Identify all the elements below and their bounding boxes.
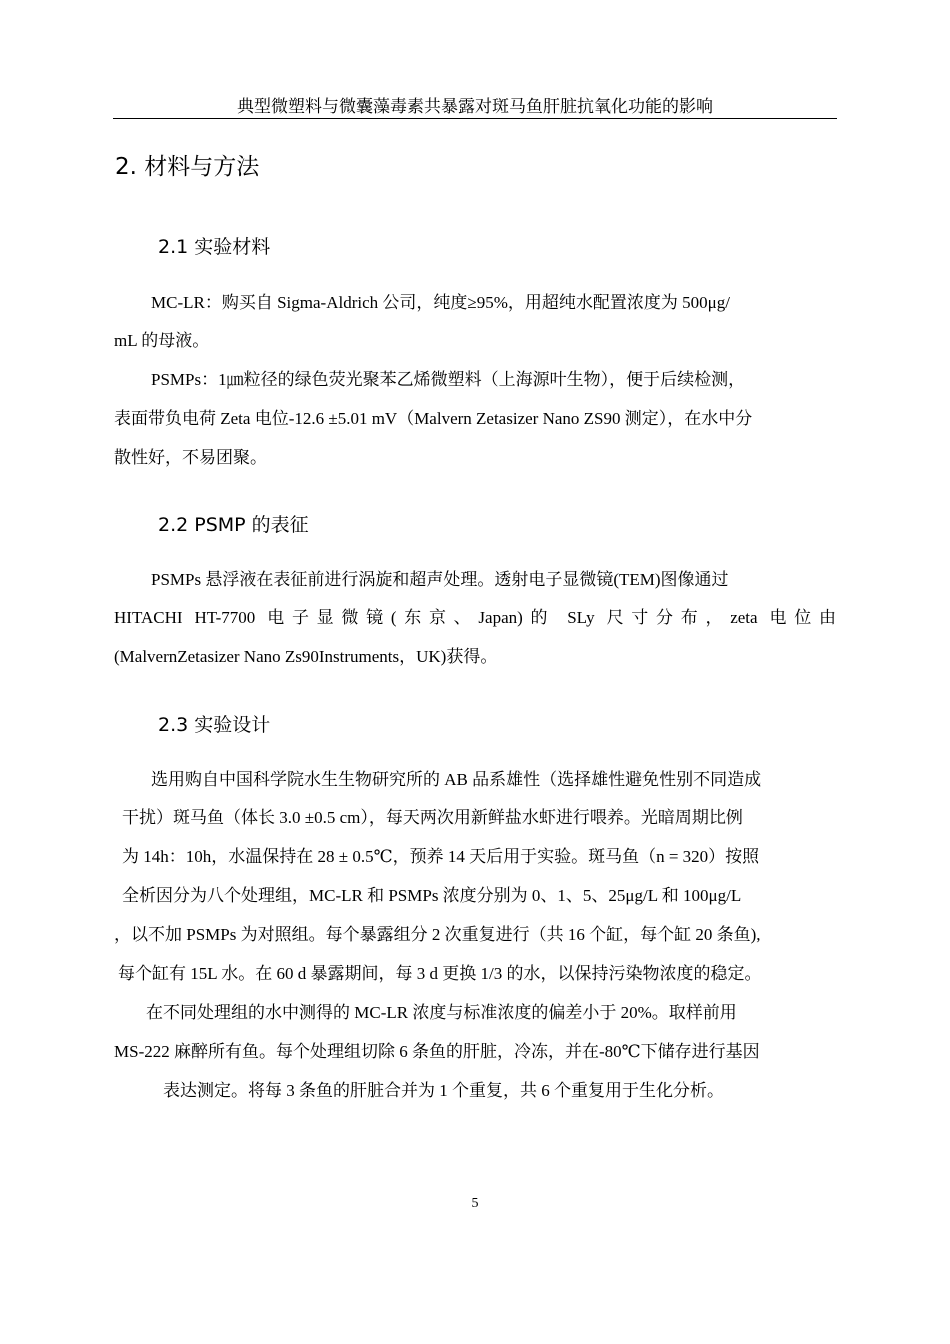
paragraph-line: 表达测定。将每 3 条鱼的肝脏合并为 1 个重复，共 6 个重复用于生化分析。 xyxy=(163,1081,724,1100)
paragraph-line: PSMPs 悬浮液在表征前进行涡旋和超声处理。透射电子显微镜(TEM)图像通过 xyxy=(151,570,729,589)
page-number: 5 xyxy=(471,1196,479,1211)
section-heading-materials: 2.1 实验材料 xyxy=(158,236,271,258)
running-header-title: 典型微塑料与微囊藻毒素共暴露对斑马鱼肝脏抗氧化功能的影响 xyxy=(237,97,713,117)
header-divider xyxy=(113,118,837,119)
paragraph-line: MC-LR：购买自 Sigma-Aldrich 公司，纯度≥95%，用超纯水配置浓度为 500μg/ xyxy=(151,293,730,312)
paragraph-line: 为 14h：10h，水温保持在 28 ± 0.5℃，预养 14 天后用于实验。斑马鱼（n = 320）按照 xyxy=(122,847,760,866)
paragraph-line: MS-222 麻醉所有鱼。每个处理组切除 6 条鱼的肝脏，冷冻，并在-80℃下储存进行基因 xyxy=(114,1042,760,1061)
section-heading-characterization: 2.2 PSMP 的表征 xyxy=(158,514,309,536)
paragraph-line: HITACHI HT-7700 电子显微镜(东京、Japan)的 SLy 尺寸分布，zeta 电位由 xyxy=(114,608,836,627)
chapter-heading: 2. 材料与方法 xyxy=(115,154,260,180)
paragraph-line: 干扰）斑马鱼（体长 3.0 ±0.5 cm），每天两次用新鲜盐水虾进行喂养。光暗周期比例 xyxy=(122,808,743,827)
paragraph-line: 全析因分为八个处理组，MC-LR 和 PSMPs 浓度分别为 0、1、5、25μg/L 和 100μg/L xyxy=(122,886,742,905)
paragraph-line: 表面带负电荷 Zeta 电位-12.6 ±5.01 mV（Malvern Zetasizer Nano ZS90 测定），在水中分 xyxy=(114,409,753,428)
paragraph-line: 选用购自中国科学院水生生物研究所的 AB 品系雄性（选择雄性避免性别不同造成 xyxy=(151,770,762,789)
paragraph-line: 散性好，不易团聚。 xyxy=(114,448,267,467)
paragraph-line: (MalvernZetasizer Nano Zs90Instruments，UK)获得。 xyxy=(114,647,498,666)
paragraph-line: 在不同处理组的水中测得的 MC-LR 浓度与标准浓度的偏差小于 20%。取样前用 xyxy=(146,1003,737,1022)
paragraph-line: ，以不加 PSMPs 为对照组。每个暴露组分 2 次重复进行（共 16 个缸，每个缸 20 条鱼), xyxy=(114,925,761,944)
section-heading-design: 2.3 实验设计 xyxy=(158,714,271,736)
paragraph-line: PSMPs：1㎛粒径的绿色荧光聚苯乙烯微塑料（上海源叶生物），便于后续检测， xyxy=(151,370,746,389)
paragraph-line: 每个缸有 15L 水。在 60 d 暴露期间，每 3 d 更换 1/3 的水，以保持污染物浓度的稳定。 xyxy=(118,964,762,983)
paragraph-line: mL 的母液。 xyxy=(114,331,210,350)
